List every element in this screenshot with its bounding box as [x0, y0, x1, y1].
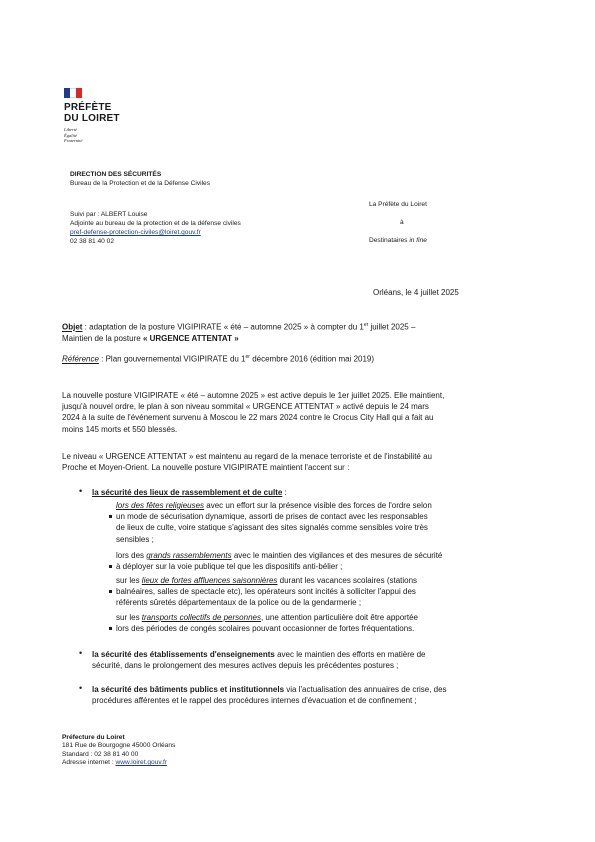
subject-label: Objet	[62, 322, 83, 332]
paragraph-1-line: jusqu'à nouvel ordre, le plan à son niveau sommital « URGENCE ATTENTAT » activé depuis le 24 mars	[62, 402, 429, 412]
prefecture-logo-text	[64, 102, 120, 124]
logo-line-1: PRÉFÈTE	[64, 102, 112, 113]
bullet-3-title: la sécurité des bâtiments publics et institutionnels	[92, 685, 285, 694]
footer-website-link[interactable]: www.loiret.gouv.fr	[115, 759, 168, 767]
sub-bullet-2-topic: grands rassemblements	[146, 551, 232, 560]
bullet-icon: •	[79, 683, 83, 693]
sub-bullet-1	[116, 500, 526, 545]
reference-sup: er	[245, 354, 250, 360]
footer-address: 181 Rue de Bourgogne 45000 Orléans	[62, 742, 176, 750]
bullet-1-colon: :	[282, 488, 287, 497]
sub-bullet-2-line: avec le maintien des vigilances et des mesures de sécurité	[231, 551, 443, 560]
sub-bullet-3-line: balnéaires, salles de spectacle etc), les opérateurs sont incités à solliciter l'appui des	[116, 587, 416, 597]
paragraph-2	[62, 451, 532, 473]
motto-liberte: Liberté	[64, 127, 77, 132]
footer-phone: Standard : 02 38 81 40 00	[62, 750, 139, 758]
sub-bullet-4-line: lors des périodes de congés scolaires pouvant occasionner de fortes fréquentations.	[116, 624, 415, 634]
bullet-3	[92, 684, 537, 706]
square-bullet-icon	[109, 580, 112, 598]
recipients	[369, 237, 427, 245]
bullet-3-line: via l'actualisation des annuaires de crise, des	[284, 685, 447, 694]
bullet-3-line: procédures afférentes et le rappel des procédures internes d'évacuation et de confinement ;	[92, 696, 417, 706]
bullet-icon: •	[79, 486, 83, 496]
sub-bullet-4-line: , une attention particulière doit être apportée	[260, 613, 418, 622]
bullet-1-title-text: la sécurité des lieux de rassemblement et de culte	[92, 488, 283, 497]
paragraph-1	[62, 390, 532, 435]
square-bullet-icon	[109, 505, 112, 523]
sub-bullet-2	[116, 550, 526, 572]
bullet-2-line: sécurité, dans le prolongement des mesures actives depuis les précédentes postures ;	[92, 661, 399, 671]
recipient-a: à	[400, 219, 404, 226]
sub-bullet-4	[116, 612, 526, 634]
paragraph-2-line: Le niveau « URGENCE ATTENTAT » est maintenu au regard de la menace terroriste et de l'instabilité au	[62, 452, 433, 461]
sender-signature-title: La Préfète du Loiret	[369, 201, 427, 208]
square-bullet-icon	[109, 555, 112, 573]
paragraph-1-line: moins 145 morts et 550 blessés.	[62, 424, 178, 434]
direction-title: DIRECTION DES SÉCURITÉS	[70, 171, 162, 178]
subject-sup: er	[363, 322, 369, 328]
sub-bullet-1-line: avec un effort sur la présence visible des forces de l'ordre selon	[204, 501, 432, 510]
footer-web-label: Adresse internet :	[62, 759, 116, 767]
contact-phone: 02 38 81 40 02	[70, 238, 114, 245]
paragraph-1-line: La nouvelle posture VIGIPIRATE « été – automne 2025 » est active depuis le 1er juillet 2025. Elle maintient,	[62, 391, 445, 400]
sub-bullet-2-line: à déployer sur la voie publique tel que les dispositifs anti-bélier ;	[116, 562, 343, 572]
subject-line1-end: juillet 2025 –	[368, 322, 416, 332]
bullet-2-title: la sécurité des établissements d'enseignements	[92, 650, 275, 659]
reference-text: : Plan gouvernemental VIGIPIRATE du 1	[98, 354, 246, 364]
sub-bullet-3	[116, 575, 526, 609]
sub-bullet-3-line: durant les vacances scolaires (stations	[277, 576, 418, 585]
sub-bullet-3-pre: sur les	[116, 576, 142, 585]
recipients-infine: in fine	[409, 237, 427, 244]
footer-prefecture-name: Préfecture du Loiret	[62, 734, 125, 741]
recipients-label: Destinataires	[369, 237, 408, 244]
bureau-name: Bureau de la Protection et de la Défense Civiles	[70, 180, 211, 187]
bullet-icon: •	[79, 648, 83, 658]
letter-subject	[62, 320, 522, 344]
follow-up-contact: Suivi par : ALBERT Louise	[70, 211, 148, 218]
subject-line2: Maintien de la posture	[62, 333, 143, 343]
republic-motto	[64, 127, 83, 144]
sub-bullet-4-pre: sur les	[116, 613, 142, 622]
subject-line1: : adaptation de la posture VIGIPIRATE « été – automne 2025 » à compter du 1	[82, 322, 364, 332]
reference-label: Référence	[62, 354, 99, 364]
reference-text-end: décembre 2016 (édition mai 2019)	[249, 354, 375, 364]
paragraph-1-line: 2024 à la suite de l'événement survenu à Moscou le 22 mars 2024 contre le Crocus City Hall qui a fait au	[62, 413, 434, 423]
sub-bullet-1-line: de lieux de culte, voire statique s'agissant des sites signalés comme sensibles voire très	[116, 523, 428, 533]
sub-bullet-4-topic: transports collectifs de personnes	[141, 613, 261, 622]
bullet-2	[92, 649, 527, 671]
motto-fraternite: Fraternité	[64, 138, 83, 143]
sub-bullet-1-line: un mode de sécurisation dynamique, assorti de prises de contact avec les responsables	[116, 512, 428, 522]
contact-email-link[interactable]: pref-defense-protection-civiles@loiret.gouv.fr	[70, 229, 201, 236]
square-bullet-icon	[109, 617, 112, 635]
sub-bullet-3-line: référents sûretés départementaux de la police ou de la gendarmerie ;	[116, 598, 362, 608]
sub-bullet-3-topic: lieux de fortes affluences saisonnières	[141, 576, 278, 585]
paragraph-2-line: Proche et Moyen-Orient. La nouvelle posture VIGIPIRATE maintient l'accent sur :	[62, 463, 350, 473]
bullet-2-line: avec le maintien des efforts en matière de	[274, 650, 426, 659]
logo-line-2: DU LOIRET	[64, 113, 120, 124]
french-flag-icon	[64, 88, 82, 98]
contact-role: Adjointe au bureau de la protection et de la défense civiles	[70, 220, 241, 227]
sub-bullet-2-pre: lors des	[116, 551, 147, 560]
subject-line2-bold: « URGENCE ATTENTAT »	[142, 333, 239, 343]
letter-reference	[62, 352, 522, 365]
sub-bullet-1-topic: lors des fêtes religieuses	[116, 501, 205, 510]
sub-bullet-1-line: sensibles ;	[116, 534, 154, 544]
motto-egalite: Égalité	[64, 132, 77, 138]
bullet-1-title	[92, 487, 287, 498]
footer	[62, 734, 175, 768]
letter-date: Orléans, le 4 juillet 2025	[373, 288, 459, 297]
